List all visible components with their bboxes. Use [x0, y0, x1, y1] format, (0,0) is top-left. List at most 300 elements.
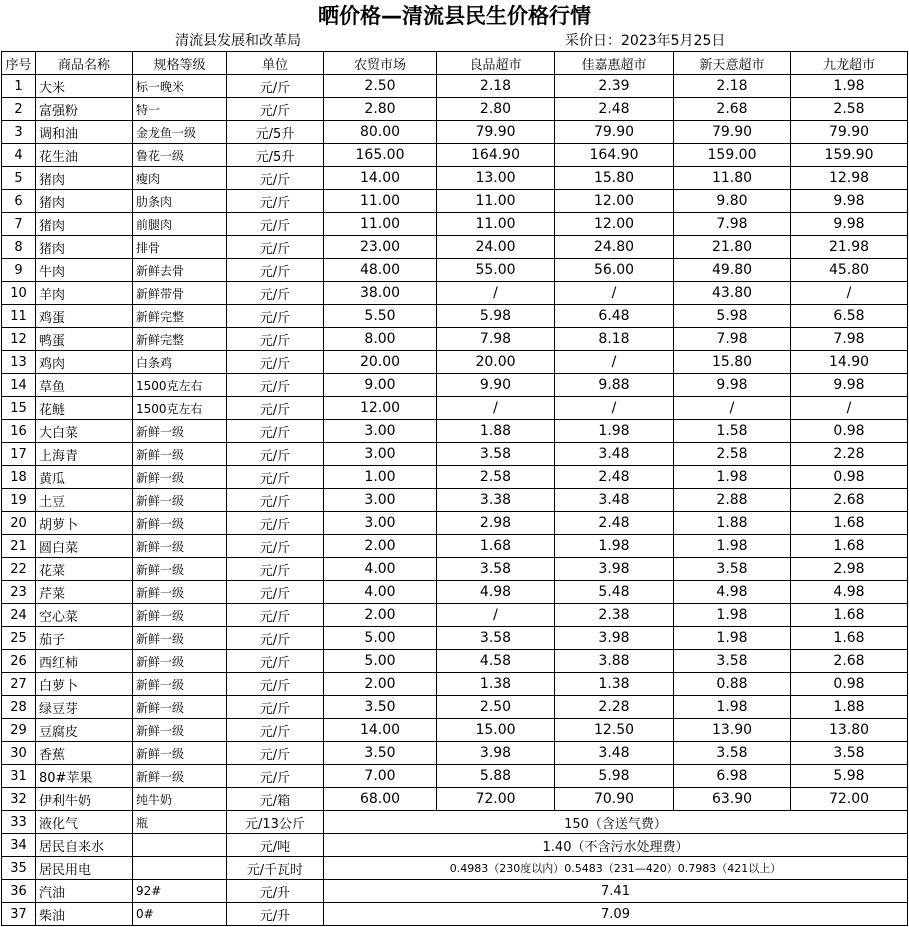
price-cell: 9.98: [791, 213, 908, 236]
price-cell: 5.98: [555, 765, 674, 788]
price-cell: 3.38: [437, 489, 555, 512]
item-unit: 元/升: [227, 880, 324, 903]
item-spec: 新鲜一级: [133, 535, 227, 558]
table-row: [2, 604, 908, 627]
table-row: [2, 719, 908, 742]
row-number: 7: [2, 213, 36, 236]
item-unit: 元/斤: [227, 98, 324, 121]
item-name: 猪肉: [36, 167, 133, 190]
item-unit: 元/升: [227, 903, 324, 926]
price-cell: 3.58: [674, 558, 791, 581]
price-cell: 2.18: [437, 75, 555, 98]
price-cell: 3.58: [437, 443, 555, 466]
price-cell: /: [791, 282, 908, 305]
price-cell: 1.98: [674, 627, 791, 650]
price-cell: 9.88: [555, 374, 674, 397]
item-unit: 元/13公斤: [227, 811, 324, 834]
column-header: 农贸市场: [324, 52, 437, 75]
column-header: 单位: [227, 52, 324, 75]
price-table: [1, 51, 908, 926]
price-cell: 24.00: [437, 236, 555, 259]
price-cell: 72.00: [437, 788, 555, 811]
price-cell: 2.50: [324, 75, 437, 98]
price-cell: 5.00: [324, 627, 437, 650]
price-cell: 2.80: [324, 98, 437, 121]
column-header: 新天意超市: [674, 52, 791, 75]
item-unit: 元/斤: [227, 650, 324, 673]
item-spec: 新鲜一级: [133, 443, 227, 466]
price-cell: 14.00: [324, 719, 437, 742]
price-cell: 2.50: [437, 696, 555, 719]
price-cell: 13.90: [674, 719, 791, 742]
row-number: 6: [2, 190, 36, 213]
price-cell: /: [437, 604, 555, 627]
price-cell: 2.18: [674, 75, 791, 98]
price-cell: 3.58: [674, 742, 791, 765]
item-spec: 1500克左右: [133, 374, 227, 397]
price-cell: 1.88: [437, 420, 555, 443]
date-label: 采价日：2023年5月25日: [565, 33, 726, 49]
price-cell: /: [555, 282, 674, 305]
table-row: [2, 144, 908, 167]
table-row: [2, 213, 908, 236]
price-cell: 1.68: [791, 627, 908, 650]
item-spec: 新鲜一级: [133, 696, 227, 719]
price-cell: 12.00: [555, 190, 674, 213]
row-number: 5: [2, 167, 36, 190]
item-name: 调和油: [36, 121, 133, 144]
item-spec: 新鲜一级: [133, 627, 227, 650]
column-header: 规格等级: [133, 52, 227, 75]
item-unit: 元/斤: [227, 305, 324, 328]
table-row: [2, 834, 908, 857]
item-name: 花生油: [36, 144, 133, 167]
item-unit: 元/斤: [227, 765, 324, 788]
price-cell: 3.58: [437, 558, 555, 581]
table-row: [2, 374, 908, 397]
item-name: 鸡肉: [36, 351, 133, 374]
price-cell: 12.00: [324, 397, 437, 420]
row-number: 32: [2, 788, 36, 811]
item-unit: 元/斤: [227, 535, 324, 558]
item-unit: 元/斤: [227, 443, 324, 466]
price-cell: 3.48: [555, 489, 674, 512]
table-row: [2, 98, 908, 121]
item-spec: 0#: [133, 903, 227, 926]
row-number: 9: [2, 259, 36, 282]
price-cell: 3.48: [555, 742, 674, 765]
price-cell: 2.98: [437, 512, 555, 535]
row-number: 17: [2, 443, 36, 466]
price-cell: 2.48: [555, 466, 674, 489]
item-spec: 新鲜一级: [133, 604, 227, 627]
price-cell: 11.00: [437, 190, 555, 213]
price-cell: 3.00: [324, 512, 437, 535]
row-number: 2: [2, 98, 36, 121]
table-row: [2, 880, 908, 903]
price-cell: 11.00: [324, 213, 437, 236]
table-row: [2, 627, 908, 650]
price-cell: 159.00: [674, 144, 791, 167]
price-cell: 4.98: [437, 581, 555, 604]
item-spec: 排骨: [133, 236, 227, 259]
row-number: 22: [2, 558, 36, 581]
table-row: [2, 397, 908, 420]
item-name: 西红柿: [36, 650, 133, 673]
merged-price-cell: 1.40（不含污水处理费）: [324, 834, 908, 857]
table-row: [2, 420, 908, 443]
item-name: 猪肉: [36, 236, 133, 259]
price-cell: 63.90: [674, 788, 791, 811]
item-unit: 元/斤: [227, 466, 324, 489]
item-unit: 元/斤: [227, 420, 324, 443]
item-spec: 新鲜完整: [133, 305, 227, 328]
price-cell: 2.00: [324, 535, 437, 558]
item-unit: 元/斤: [227, 627, 324, 650]
item-unit: 元/斤: [227, 236, 324, 259]
item-spec: 瘦肉: [133, 167, 227, 190]
row-number: 31: [2, 765, 36, 788]
row-number: 20: [2, 512, 36, 535]
price-cell: 159.90: [791, 144, 908, 167]
merged-price-cell: 150（含送气费）: [324, 811, 908, 834]
price-cell: 5.98: [791, 765, 908, 788]
item-name: 空心菜: [36, 604, 133, 627]
price-cell: 3.98: [555, 627, 674, 650]
price-cell: 1.00: [324, 466, 437, 489]
price-cell: 6.58: [791, 305, 908, 328]
price-cell: 1.38: [555, 673, 674, 696]
price-cell: 2.68: [791, 650, 908, 673]
table-row: [2, 190, 908, 213]
table-row: [2, 788, 908, 811]
price-cell: 1.68: [791, 604, 908, 627]
price-cell: 11.00: [324, 190, 437, 213]
item-spec: 新鲜一级: [133, 466, 227, 489]
row-number: 1: [2, 75, 36, 98]
price-cell: 0.98: [791, 673, 908, 696]
item-name: 鸭蛋: [36, 328, 133, 351]
price-cell: 15.80: [674, 351, 791, 374]
price-cell: 23.00: [324, 236, 437, 259]
table-row: [2, 236, 908, 259]
item-unit: 元/斤: [227, 581, 324, 604]
row-number: 11: [2, 305, 36, 328]
item-name: 芹菜: [36, 581, 133, 604]
table-row: [2, 903, 908, 926]
item-spec: 新鲜一级: [133, 650, 227, 673]
price-cell: 11.80: [674, 167, 791, 190]
row-number: 16: [2, 420, 36, 443]
item-unit: 元/斤: [227, 397, 324, 420]
table-row: [2, 535, 908, 558]
price-cell: 79.90: [437, 121, 555, 144]
table-row: [2, 581, 908, 604]
item-spec: 前腿肉: [133, 213, 227, 236]
price-cell: 2.00: [324, 673, 437, 696]
price-cell: 80.00: [324, 121, 437, 144]
price-cell: 1.98: [555, 420, 674, 443]
item-spec: 瓶: [133, 811, 227, 834]
column-header: 商品名称: [36, 52, 133, 75]
price-cell: 3.00: [324, 443, 437, 466]
row-number: 19: [2, 489, 36, 512]
item-spec: 纯牛奶: [133, 788, 227, 811]
price-cell: 72.00: [791, 788, 908, 811]
price-cell: 165.00: [324, 144, 437, 167]
item-spec: 新鲜一级: [133, 765, 227, 788]
price-cell: 24.80: [555, 236, 674, 259]
row-number: 25: [2, 627, 36, 650]
table-row: [2, 489, 908, 512]
merged-price-cell: 7.41: [324, 880, 908, 903]
item-name: 豆腐皮: [36, 719, 133, 742]
price-cell: 7.98: [437, 328, 555, 351]
item-spec: 鲁花一级: [133, 144, 227, 167]
item-unit: 元/斤: [227, 719, 324, 742]
item-spec: 新鲜一级: [133, 420, 227, 443]
row-number: 35: [2, 857, 36, 880]
page-title: 晒价格—清流县民生价格行情: [318, 4, 591, 28]
price-cell: 3.50: [324, 742, 437, 765]
item-spec: 新鲜一级: [133, 742, 227, 765]
price-cell: 55.00: [437, 259, 555, 282]
table-row: [2, 443, 908, 466]
price-cell: 11.00: [437, 213, 555, 236]
column-header: 序号: [2, 52, 36, 75]
price-cell: 8.00: [324, 328, 437, 351]
item-unit: 元/斤: [227, 489, 324, 512]
price-cell: 2.00: [324, 604, 437, 627]
price-cell: 7.98: [791, 328, 908, 351]
item-unit: 元/斤: [227, 167, 324, 190]
table-row: [2, 121, 908, 144]
price-cell: 7.98: [674, 328, 791, 351]
price-cell: 20.00: [324, 351, 437, 374]
price-cell: 2.68: [791, 489, 908, 512]
item-name: 茄子: [36, 627, 133, 650]
price-cell: 1.98: [674, 696, 791, 719]
price-cell: 2.68: [674, 98, 791, 121]
item-name: 80#苹果: [36, 765, 133, 788]
price-cell: 0.98: [791, 466, 908, 489]
price-cell: 3.58: [437, 627, 555, 650]
price-cell: 3.58: [674, 650, 791, 673]
row-number: 26: [2, 650, 36, 673]
item-unit: 元/5升: [227, 121, 324, 144]
agency-label: 清流县发展和改革局: [175, 33, 301, 49]
price-cell: 1.68: [437, 535, 555, 558]
table-row: [2, 650, 908, 673]
item-unit: 元/斤: [227, 190, 324, 213]
item-name: 猪肉: [36, 213, 133, 236]
item-name: 猪肉: [36, 190, 133, 213]
item-unit: 元/斤: [227, 673, 324, 696]
price-cell: 0.88: [674, 673, 791, 696]
merged-price-cell: 0.4983（230度以内）0.5483（231—420）0.7983（421以上）: [324, 857, 908, 880]
price-cell: 79.90: [791, 121, 908, 144]
price-cell: 2.58: [437, 466, 555, 489]
item-unit: 元/吨: [227, 834, 324, 857]
price-cell: 43.80: [674, 282, 791, 305]
price-cell: 6.48: [555, 305, 674, 328]
item-name: 花菜: [36, 558, 133, 581]
price-cell: 2.38: [555, 604, 674, 627]
table-row: [2, 259, 908, 282]
item-name: 居民用电: [36, 857, 133, 880]
price-cell: 1.68: [791, 512, 908, 535]
price-cell: 2.58: [674, 443, 791, 466]
price-cell: 3.58: [791, 742, 908, 765]
price-cell: 14.00: [324, 167, 437, 190]
price-cell: 9.98: [674, 374, 791, 397]
row-number: 4: [2, 144, 36, 167]
item-spec: [133, 834, 227, 857]
item-name: 羊肉: [36, 282, 133, 305]
price-cell: 79.90: [555, 121, 674, 144]
price-cell: 2.39: [555, 75, 674, 98]
table-row: [2, 512, 908, 535]
item-name: 汽油: [36, 880, 133, 903]
column-header: 良品超市: [437, 52, 555, 75]
row-number: 13: [2, 351, 36, 374]
price-cell: 2.98: [791, 558, 908, 581]
price-cell: 13.00: [437, 167, 555, 190]
price-cell: 7.00: [324, 765, 437, 788]
price-cell: 4.58: [437, 650, 555, 673]
price-cell: 3.88: [555, 650, 674, 673]
price-cell: 2.48: [555, 512, 674, 535]
price-cell: 45.80: [791, 259, 908, 282]
table-row: [2, 765, 908, 788]
item-spec: 金龙鱼一级: [133, 121, 227, 144]
price-cell: 68.00: [324, 788, 437, 811]
item-name: 草鱼: [36, 374, 133, 397]
price-cell: 4.98: [791, 581, 908, 604]
table-row: [2, 328, 908, 351]
item-unit: 元/斤: [227, 328, 324, 351]
item-unit: 元/箱: [227, 788, 324, 811]
item-name: 香蕉: [36, 742, 133, 765]
row-number: 34: [2, 834, 36, 857]
row-number: 33: [2, 811, 36, 834]
price-cell: 3.48: [555, 443, 674, 466]
table-row: [2, 742, 908, 765]
price-cell: 164.90: [555, 144, 674, 167]
row-number: 24: [2, 604, 36, 627]
item-spec: 白条鸡: [133, 351, 227, 374]
price-cell: 3.50: [324, 696, 437, 719]
price-cell: 9.90: [437, 374, 555, 397]
price-cell: 9.00: [324, 374, 437, 397]
item-unit: 元/斤: [227, 259, 324, 282]
item-unit: 元/斤: [227, 604, 324, 627]
price-cell: 2.28: [791, 443, 908, 466]
price-cell: 5.98: [437, 305, 555, 328]
row-number: 36: [2, 880, 36, 903]
item-name: 胡萝卜: [36, 512, 133, 535]
item-unit: 元/斤: [227, 558, 324, 581]
price-cell: 1.98: [674, 535, 791, 558]
price-cell: 21.98: [791, 236, 908, 259]
item-spec: 新鲜一级: [133, 673, 227, 696]
price-cell: 21.80: [674, 236, 791, 259]
price-cell: 9.98: [791, 374, 908, 397]
table-row: [2, 75, 908, 98]
table-row: [2, 811, 908, 834]
item-name: 大米: [36, 75, 133, 98]
price-cell: 5.98: [674, 305, 791, 328]
price-cell: /: [437, 282, 555, 305]
item-name: 鸡蛋: [36, 305, 133, 328]
item-unit: 元/斤: [227, 282, 324, 305]
item-spec: 肋条肉: [133, 190, 227, 213]
price-cell: 70.90: [555, 788, 674, 811]
item-name: 绿豆芽: [36, 696, 133, 719]
table-row: [2, 673, 908, 696]
row-number: 12: [2, 328, 36, 351]
price-cell: 1.98: [555, 535, 674, 558]
price-cell: 1.88: [791, 696, 908, 719]
item-spec: 新鲜一级: [133, 558, 227, 581]
item-name: 柴油: [36, 903, 133, 926]
price-cell: 79.90: [674, 121, 791, 144]
price-cell: 4.00: [324, 558, 437, 581]
table-row: [2, 167, 908, 190]
item-name: 白萝卜: [36, 673, 133, 696]
item-spec: 新鲜一级: [133, 489, 227, 512]
price-cell: 1.58: [674, 420, 791, 443]
price-cell: 2.80: [437, 98, 555, 121]
item-name: 居民自来水: [36, 834, 133, 857]
price-cell: 4.00: [324, 581, 437, 604]
table-row: [2, 351, 908, 374]
item-unit: 元/斤: [227, 696, 324, 719]
item-spec: 1500克左右: [133, 397, 227, 420]
item-unit: 元/斤: [227, 742, 324, 765]
price-cell: 12.00: [555, 213, 674, 236]
row-number: 21: [2, 535, 36, 558]
item-spec: 特一: [133, 98, 227, 121]
row-number: 28: [2, 696, 36, 719]
table-row: [2, 305, 908, 328]
price-cell: 1.68: [791, 535, 908, 558]
price-cell: 5.00: [324, 650, 437, 673]
price-cell: 2.48: [555, 98, 674, 121]
price-cell: /: [674, 397, 791, 420]
row-number: 8: [2, 236, 36, 259]
price-cell: 0.98: [791, 420, 908, 443]
item-unit: 元/斤: [227, 512, 324, 535]
item-unit: 元/斤: [227, 351, 324, 374]
table-row: [2, 696, 908, 719]
price-cell: 3.00: [324, 420, 437, 443]
table-row: [2, 558, 908, 581]
price-cell: 1.98: [791, 75, 908, 98]
price-cell: 1.98: [674, 466, 791, 489]
price-cell: /: [791, 397, 908, 420]
item-unit: 元/斤: [227, 75, 324, 98]
item-name: 牛肉: [36, 259, 133, 282]
item-name: 圆白菜: [36, 535, 133, 558]
item-spec: [133, 857, 227, 880]
table-row: [2, 857, 908, 880]
item-unit: 元/千瓦时: [227, 857, 324, 880]
row-number: 15: [2, 397, 36, 420]
merged-price-cell: 7.09: [324, 903, 908, 926]
price-cell: 164.90: [437, 144, 555, 167]
table-row: [2, 282, 908, 305]
